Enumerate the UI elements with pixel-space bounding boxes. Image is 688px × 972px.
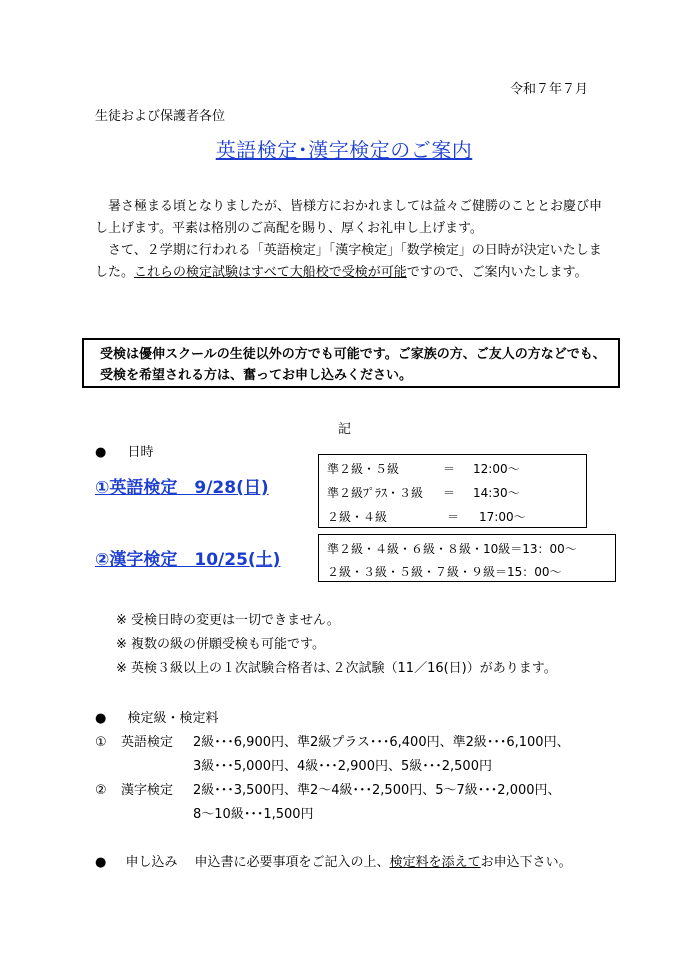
application-text: 申込書に必要事項をご記入の上、 bbox=[194, 855, 390, 870]
announcement-text-end: ですので、ご案内いたします。 bbox=[406, 265, 588, 280]
fee-label: 漢字検定 bbox=[121, 783, 174, 798]
english-schedule-row bbox=[327, 460, 520, 477]
notice-box bbox=[82, 338, 620, 388]
english-schedule-row bbox=[327, 484, 520, 501]
english-time: 17:00～ bbox=[479, 510, 526, 524]
note-item: ※ 複数の級の併願受検も可能です。 bbox=[116, 637, 325, 652]
fee-row-english bbox=[95, 731, 570, 750]
notice-text: 受検は優伸スクールの生徒以外の方でも可能です。ご家族の方、ご友人の方などでも、受検を希望される方は、奮ってお申し込みください。 bbox=[100, 347, 606, 383]
english-grade: 準２級ﾌﾟﾗｽ・３級 bbox=[327, 486, 424, 500]
announcement-highlight: これらの検定試験はすべて大船校で受検が可能 bbox=[134, 265, 407, 280]
fees-heading-label: 検定級・検定料 bbox=[127, 711, 219, 726]
fee-number: ② bbox=[95, 783, 107, 798]
fee-line: 8～10級･･･1,500円 bbox=[193, 807, 314, 822]
ki-marker: 記 bbox=[338, 422, 352, 437]
fee-row-kanji bbox=[95, 779, 561, 798]
kanji-schedule-row: ２級・３級・５級・７級・９級＝15：00～ bbox=[327, 565, 562, 579]
fees-heading bbox=[95, 707, 218, 726]
english-eq: ＝ bbox=[443, 462, 456, 476]
greeting-paragraph: 暑さ極まる頃となりましたが、皆様方におかれましては益々ご健勝のこととお慶び申し上げます。平素は格別のご高配を賜り、厚くお礼申し上げます。 bbox=[95, 199, 603, 236]
english-time: 14:30～ bbox=[473, 486, 520, 500]
kanji-exam-title: ②漢字検定 10/25(土) bbox=[95, 550, 281, 570]
announcement-paragraph bbox=[95, 240, 605, 284]
english-eq: ＝ bbox=[443, 486, 456, 500]
fee-line: 3級･･･5,000円、4級･･･2,900円、5級･･･2,500円 bbox=[193, 759, 492, 774]
english-eq: ＝ bbox=[447, 510, 460, 524]
english-grade: 準２級・５級 bbox=[327, 462, 400, 476]
application-row bbox=[95, 851, 572, 870]
fee-line: 2級･･･6,900円、準2級プラス･･･6,400円、準2級･･･6,100円、 bbox=[193, 735, 570, 750]
fee-label: 英語検定 bbox=[121, 735, 174, 750]
english-time: 12:00～ bbox=[473, 462, 520, 476]
kanji-schedule-box bbox=[318, 534, 616, 582]
fee-line: 2級･･･3,500円、準2～4級･･･2,500円、5～7級･･･2,000円、 bbox=[193, 783, 561, 798]
bullet-icon: ● bbox=[95, 711, 107, 726]
page-title: 英語検定･漢字検定のご案内 bbox=[215, 138, 473, 162]
bullet-icon: ● bbox=[95, 445, 107, 460]
english-grade: ２級・４級 bbox=[327, 510, 388, 524]
addressee: 生徒および保護者各位 bbox=[95, 109, 226, 124]
note-item: ※ 英検３級以上の１次試験合格者は､２次試験（11／16(日)）があります。 bbox=[116, 661, 557, 676]
english-exam-title: ①英語検定 9/28(日) bbox=[95, 478, 269, 498]
application-heading: 申し込み bbox=[125, 855, 178, 870]
english-schedule-box bbox=[318, 454, 587, 528]
note-item: ※ 受検日時の変更は一切できません。 bbox=[116, 613, 340, 628]
bullet-icon: ● bbox=[95, 855, 107, 870]
schedule-heading-label: 日時 bbox=[127, 445, 154, 460]
english-schedule-row bbox=[327, 508, 526, 525]
schedule-heading bbox=[95, 441, 153, 460]
application-text-end: お申込下さい。 bbox=[480, 855, 572, 870]
application-highlight: 検定料を添えて bbox=[389, 855, 481, 870]
kanji-schedule-row: 準２級・４級・６級・８級・10級＝13：00～ bbox=[327, 542, 577, 556]
announcement-text: さて、２学期に行われる「英語検定」「漢字検定」「数学検定」の日時が決定いたしました。 bbox=[95, 243, 602, 280]
fee-number: ① bbox=[95, 735, 107, 750]
document-date: 令和７年７月 bbox=[510, 82, 589, 97]
